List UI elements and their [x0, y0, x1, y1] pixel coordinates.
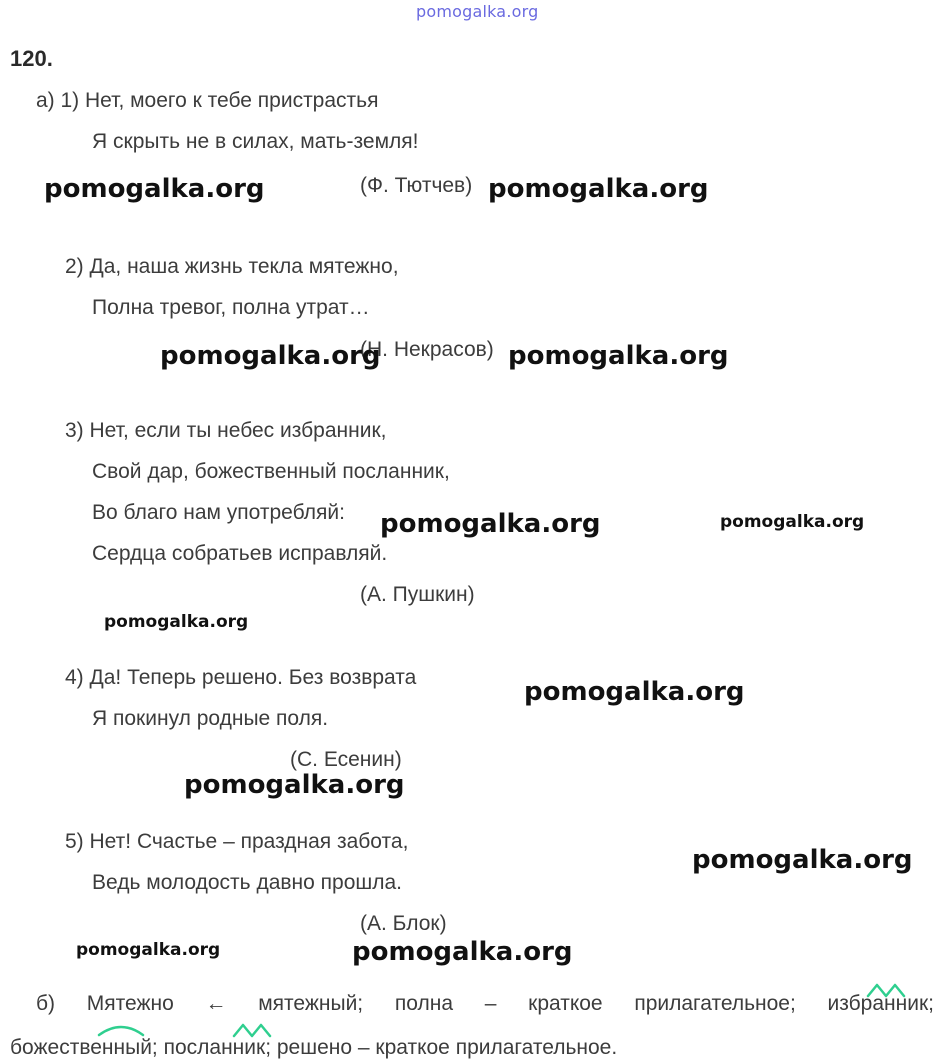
poem-4-line-2: Я покинул родные поля.: [92, 707, 329, 730]
poem-2-author: (Н. Некрасов): [360, 338, 494, 361]
part-b-word: краткое: [528, 992, 603, 1015]
part-b-word: мятежный;: [258, 992, 364, 1015]
poem-5-author: (А. Блок): [360, 912, 447, 935]
watermark: pomogalka.org: [104, 612, 249, 632]
part-b-arrow: ←: [205, 992, 227, 1015]
poem-5-line-2: Ведь молодость давно прошла.: [92, 871, 402, 894]
watermark: pomogalka.org: [160, 341, 381, 371]
suffix-mark-icon: [866, 982, 910, 998]
poem-1-line-1: а) 1) Нет, моего к тебе пристрастья: [36, 89, 379, 112]
poem-5-line-1: 5) Нет! Счастье – праздная забота,: [65, 830, 409, 853]
part-b-word: полна: [394, 992, 453, 1015]
task-number: 120.: [10, 46, 53, 71]
poem-4-line-1: 4) Да! Теперь решено. Без возврата: [65, 666, 417, 689]
poem-3-line-3: Во благо нам употребляй:: [92, 501, 345, 524]
watermark: pomogalka.org: [184, 770, 405, 800]
watermark: pomogalka.org: [352, 937, 573, 967]
watermark: pomogalka.org: [488, 174, 709, 204]
poem-2-line-2: Полна тревог, полна утрат…: [92, 296, 370, 319]
part-b-line-2: божественный; посланник; решено – краткое прилагательное.: [10, 1036, 618, 1059]
poem-4-author: (С. Есенин): [290, 748, 402, 771]
poem-3-line-2: Свой дар, божественный посланник,: [92, 460, 450, 483]
poem-3-line-4: Сердца собратьев исправляй.: [92, 542, 388, 565]
part-b-word: прилагательное;: [634, 992, 796, 1015]
part-b-word: избранник;: [827, 992, 934, 1015]
part-b-word: Мятежно: [86, 992, 174, 1015]
watermark: pomogalka.org: [692, 845, 913, 875]
suffix-mark-icon: [232, 1022, 276, 1038]
part-b-word: б): [36, 992, 56, 1015]
poem-3-line-1: 3) Нет, если ты небес избранник,: [65, 419, 387, 442]
watermark: pomogalka.org: [380, 509, 601, 539]
part-b-line-1: [36, 992, 934, 1016]
watermark: pomogalka.org: [76, 940, 221, 960]
watermark: pomogalka.org: [44, 174, 265, 204]
watermark: pomogalka.org: [524, 677, 745, 707]
top-watermark: pomogalka.org: [416, 2, 539, 21]
part-b-dash: –: [484, 992, 497, 1015]
poem-1-line-2: Я скрыть не в силах, мать-земля!: [92, 130, 419, 153]
watermark: pomogalka.org: [720, 512, 865, 532]
watermark: pomogalka.org: [508, 341, 729, 371]
poem-2-line-1: 2) Да, наша жизнь текла мятежно,: [65, 255, 399, 278]
poem-3-author: (А. Пушкин): [360, 583, 475, 606]
poem-1-author: (Ф. Тютчев): [360, 174, 473, 197]
root-arc-icon: [96, 1022, 146, 1038]
